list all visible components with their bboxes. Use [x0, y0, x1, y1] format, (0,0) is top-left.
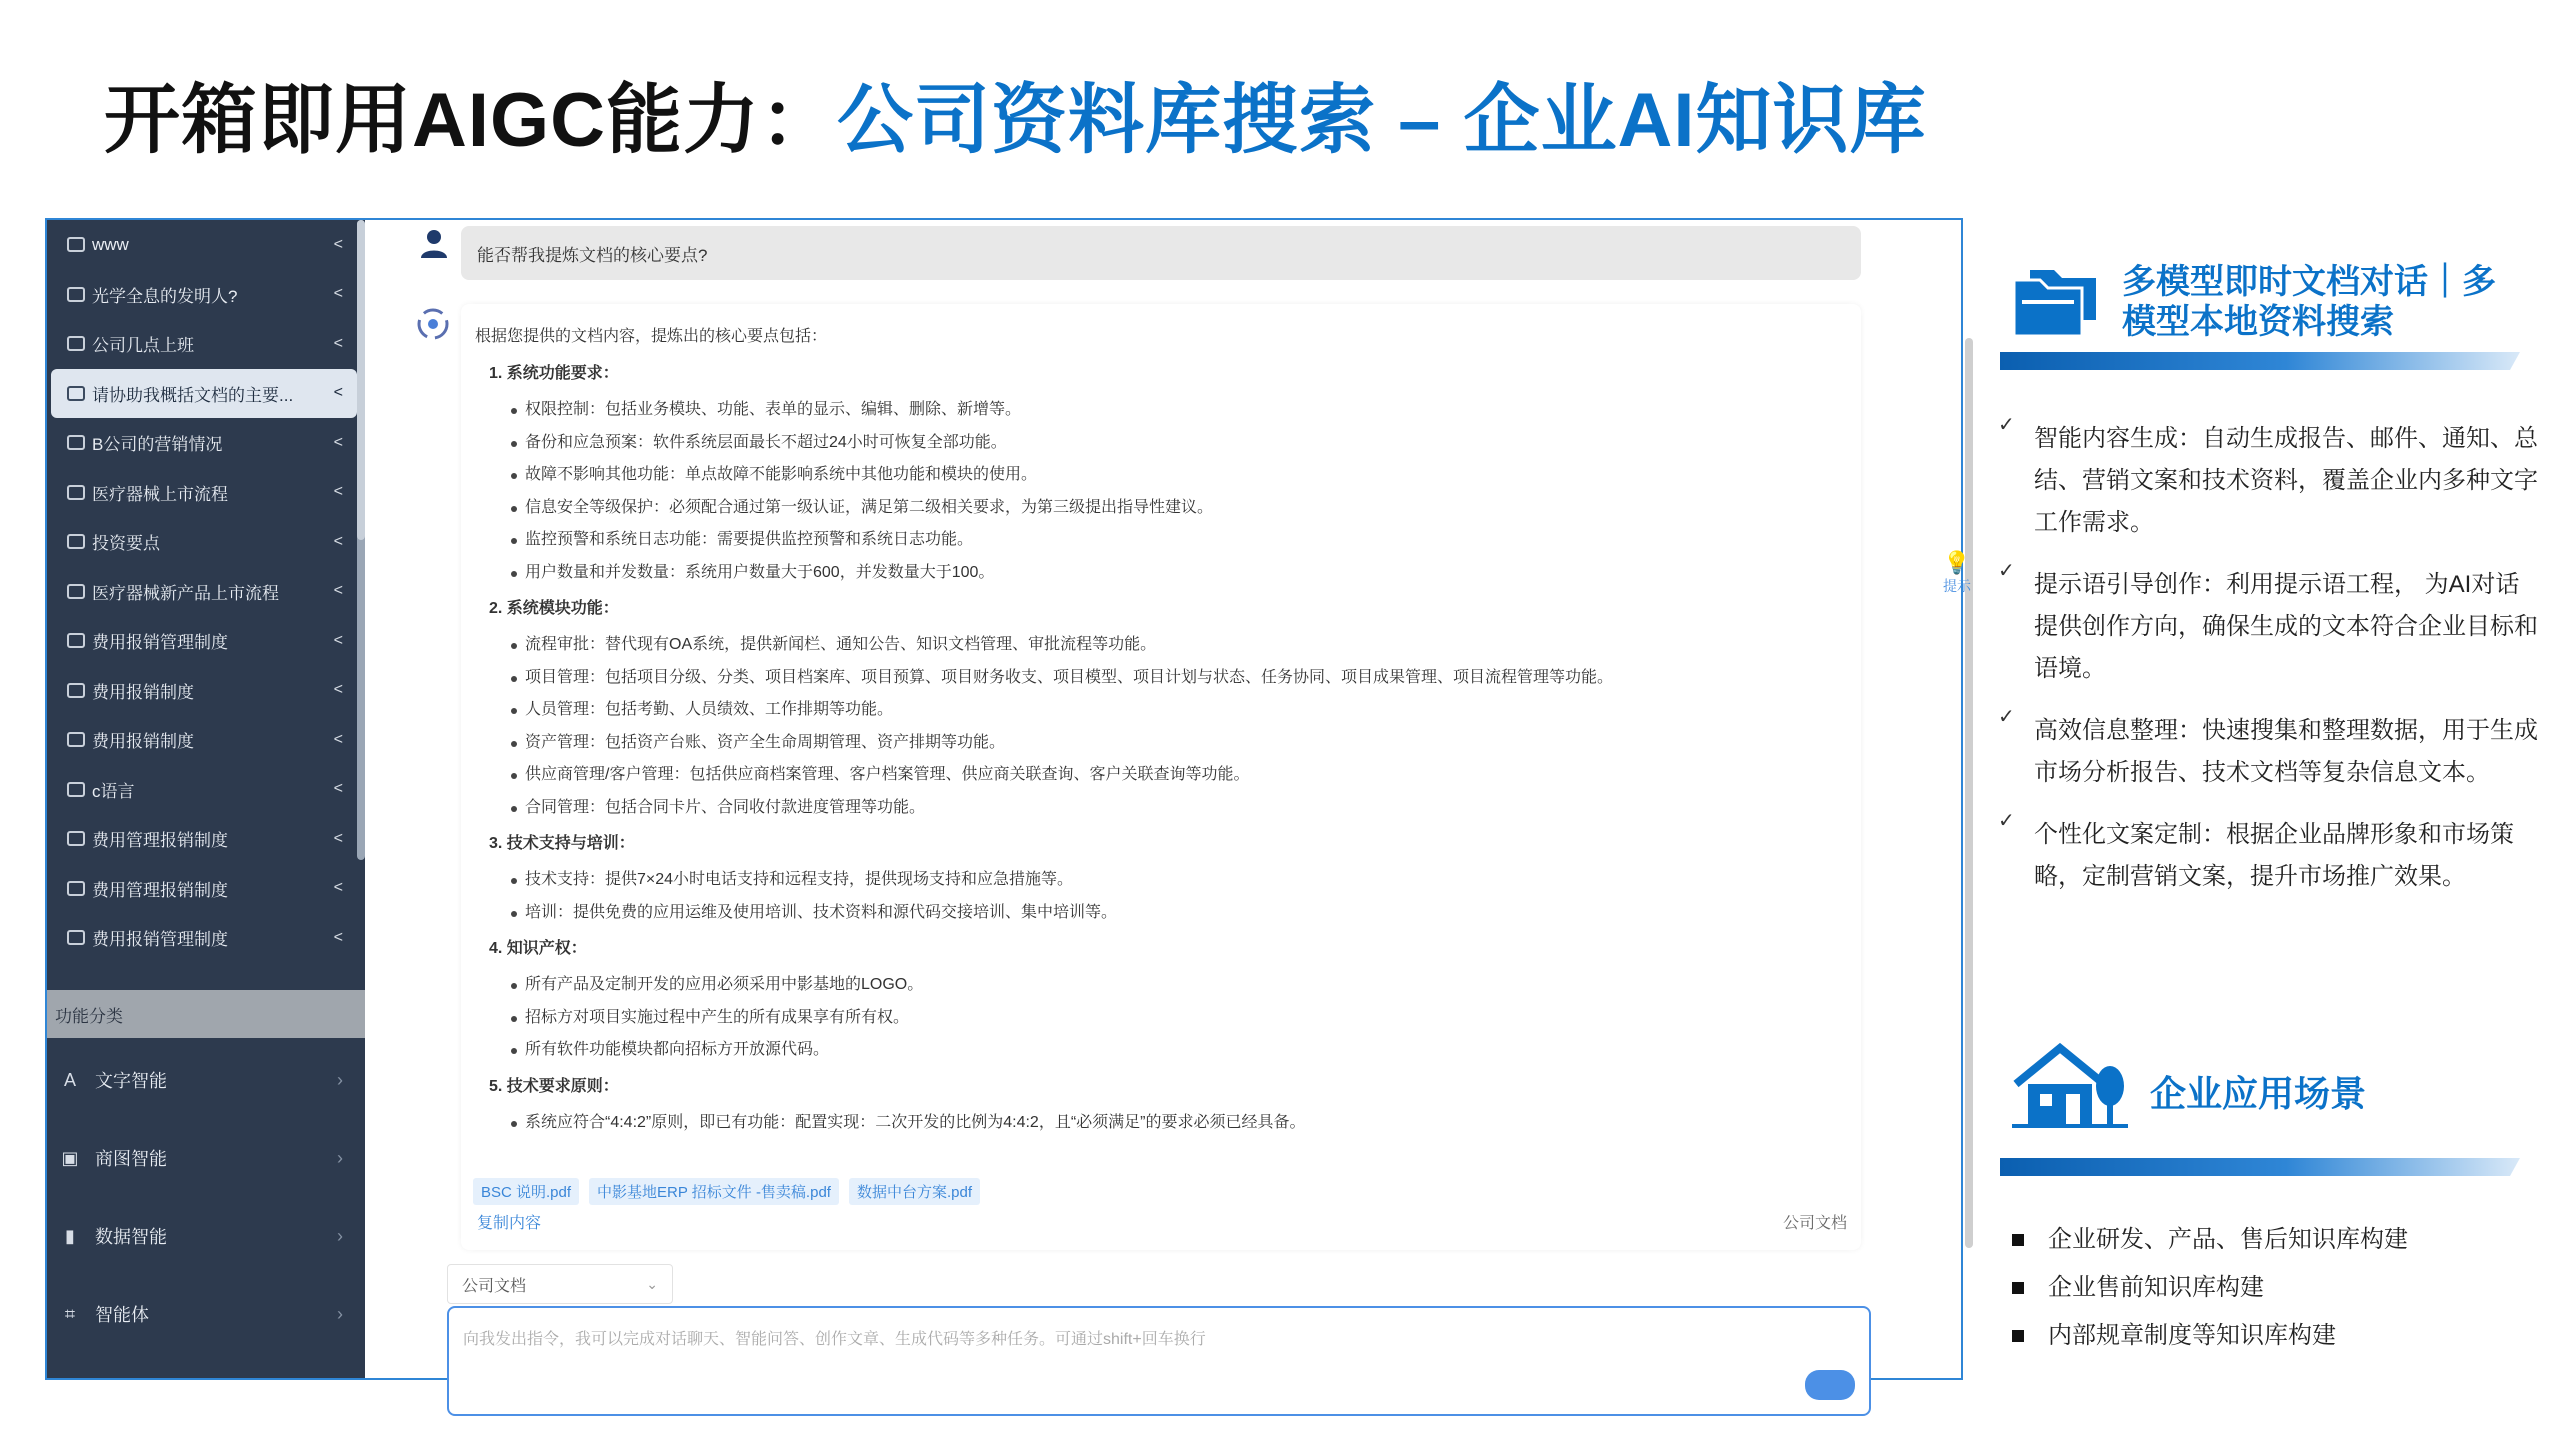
history-item[interactable] [47, 814, 365, 864]
history-item-label: 费用管理报销制度 [92, 880, 228, 900]
answer-bullet: 备份和应急预案：软件系统层面最长不超过24小时可恢复全部功能。 [475, 427, 1847, 460]
share-icon[interactable]: < [333, 879, 343, 897]
agent-icon: ⌗ [64, 1303, 76, 1324]
category-item[interactable] [47, 1050, 365, 1110]
check-icon: ✓ [1998, 560, 2015, 582]
tip-button[interactable] [1935, 550, 1979, 606]
history-item[interactable] [47, 319, 365, 369]
chevron-right-icon: › [337, 1069, 343, 1090]
user-message-bubble: 能否帮我提炼文档的核心要点? [461, 226, 1861, 280]
category-item-label: 文字智能 [95, 1071, 167, 1091]
message-icon [67, 534, 85, 549]
feature-list [1998, 414, 2538, 918]
history-item[interactable] [47, 616, 365, 666]
share-icon[interactable]: < [333, 285, 343, 303]
answer-section-title: 1. 系统功能要求： [489, 365, 619, 382]
history-item-label: 费用管理报销制度 [92, 831, 228, 851]
sidebar-scrollbar-thumb[interactable] [357, 220, 365, 540]
source-chip[interactable]: 数据中台方案.pdf [849, 1178, 980, 1205]
share-icon[interactable]: < [333, 681, 343, 699]
heading-underline [2000, 352, 2520, 370]
history-item-label: www [92, 234, 129, 254]
scene-list [2010, 1216, 2530, 1360]
history-item[interactable] [47, 220, 365, 270]
bot-avatar-icon [415, 306, 451, 342]
check-icon: ✓ [1998, 414, 2015, 436]
history-item[interactable] [47, 666, 365, 716]
chat-scrollbar[interactable] [1965, 338, 1973, 1248]
message-icon [67, 831, 85, 846]
category-item[interactable] [47, 1284, 365, 1344]
knowledge-base-select-value: 公司文档 [462, 1277, 527, 1295]
message-icon [67, 485, 85, 500]
history-item-label: 费用报销管理制度 [92, 633, 228, 653]
send-button[interactable] [1805, 1370, 1855, 1400]
answer-bullet: 所有软件功能模块都向招标方开放源代码。 [475, 1034, 1847, 1067]
answer-bullet: 技术支持：提供7×24小时电话支持和远程支持，提供现场支持和应急措施等。 [475, 864, 1847, 897]
answer-bullet: 权限控制：包括业务模块、功能、表单的显示、编辑、删除、新增等。 [475, 394, 1847, 427]
chevron-right-icon: › [337, 1225, 343, 1246]
share-icon[interactable]: < [333, 384, 343, 402]
message-icon [67, 237, 85, 252]
chat-history-list [47, 220, 365, 980]
slide-title [104, 58, 1927, 168]
feature-text: 高效信息整理：快速搜集和整理数据，用于生成市场分析报告、技术文档等复杂信息文本。 [2034, 717, 2538, 786]
answer-bullet: 所有产品及定制开发的应用必须采用中影基地的LOGO。 [475, 969, 1847, 1002]
message-icon [67, 633, 85, 648]
answer-bullet: 招标方对项目实施过程中产生的所有成果享有所有权。 [475, 1002, 1847, 1035]
right-panel [1998, 240, 2538, 1400]
folder-icon [2010, 264, 2100, 340]
history-item[interactable] [47, 715, 365, 765]
share-icon[interactable]: < [333, 780, 343, 798]
feature-item [1998, 414, 2538, 544]
answer-sections [475, 354, 1847, 1139]
feature-heading [2010, 250, 2530, 350]
share-icon[interactable]: < [333, 582, 343, 600]
history-item[interactable] [47, 468, 365, 518]
chevron-down-icon: ⌄ [646, 1275, 658, 1292]
answer-section-title: 2. 系统模块功能： [489, 600, 619, 617]
history-item[interactable] [47, 913, 365, 963]
share-icon[interactable]: < [333, 433, 343, 451]
message-icon [67, 386, 85, 401]
history-item[interactable] [47, 567, 365, 617]
answer-bullet: 培训：提供免费的应用运维及使用培训、技术资料和源代码交接培训、集中培训等。 [475, 897, 1847, 930]
history-item-label: 费用报销制度 [92, 682, 194, 702]
message-icon [67, 336, 85, 351]
chat-area [365, 220, 1971, 1378]
history-item-label: 公司几点上班 [92, 336, 194, 356]
answer-intro: 根据您提供的文档内容，提炼出的核心要点包括： [475, 328, 828, 345]
history-item[interactable] [47, 418, 365, 468]
chevron-right-icon: › [337, 1147, 343, 1168]
share-icon[interactable]: < [333, 483, 343, 501]
feature-text: 个性化文案定制：根据企业品牌形象和市场策略，定制营销文案，提升市场推广效果。 [2034, 821, 2514, 890]
check-icon: ✓ [1998, 706, 2015, 728]
answer-bullet: 项目管理：包括项目分级、分类、项目档案库、项目预算、项目财务收支、项目模型、项目计划与状态、任务协同、项目成果管理、项目流程管理等功能。 [475, 662, 1847, 695]
slide-title-prefix: 开箱即用AIGC能力： [104, 77, 837, 163]
history-item-label: 请协助我概括文档的主要... [92, 385, 294, 405]
category-item[interactable] [47, 1206, 365, 1266]
bar-chart-icon: ▮ [65, 1225, 75, 1246]
answer-bullet: 合同管理：包括合同卡片、合同收付款进度管理等功能。 [475, 792, 1847, 825]
answer-bullet: 故障不影响其他功能：单点故障不能影响系统中其他功能和模块的使用。 [475, 459, 1847, 492]
message-icon [67, 584, 85, 599]
answer-section-title: 5. 技术要求原则： [489, 1077, 619, 1095]
message-icon [67, 287, 85, 302]
tip-label: 提示 [1943, 578, 1971, 594]
copy-content-link[interactable]: 复制内容 [477, 1215, 542, 1232]
history-item-label: 费用报销制度 [92, 732, 194, 752]
source-chip-list [473, 1178, 980, 1205]
history-item-label: 医疗器械新产品上市流程 [92, 583, 279, 603]
source-label: 公司文档 [1782, 1215, 1847, 1232]
answer-bullet: 监控预警和系统日志功能：需要提供监控预警和系统日志功能。 [475, 524, 1847, 557]
feature-heading-title: 多模型即时文档对话｜多模型本地资料搜索 [2122, 263, 2496, 341]
answer-bullet: 信息安全等级保护：必须配合通过第一级认证，满足第二级相关要求，为第三级提出指导性建议。 [475, 492, 1847, 525]
share-icon[interactable]: < [333, 829, 343, 847]
user-avatar-icon [419, 228, 449, 260]
history-item-label: B公司的营销情况 [92, 435, 223, 455]
scene-item: 企业售前知识库构建 [2010, 1264, 2530, 1312]
scene-heading [2010, 1040, 2530, 1140]
history-item-label: 投资要点 [92, 534, 160, 554]
history-item-label: 光学全息的发明人? [92, 286, 238, 306]
share-icon[interactable]: < [333, 235, 343, 253]
message-icon [67, 683, 85, 698]
heading-underline [2000, 1158, 2520, 1176]
source-chip[interactable]: BSC 说明.pdf [473, 1178, 579, 1205]
app-screenshot [45, 218, 1971, 1380]
share-icon[interactable]: < [333, 730, 343, 748]
source-chip[interactable]: 中影基地ERP 招标文件 -售卖稿.pdf [589, 1178, 839, 1205]
history-item[interactable] [47, 517, 365, 567]
feature-item [1998, 706, 2538, 794]
history-item[interactable] [47, 864, 365, 914]
feature-item [1998, 560, 2538, 690]
share-icon[interactable]: < [333, 532, 343, 550]
sidebar-scrollbar[interactable] [357, 220, 365, 860]
history-item-label: c语言 [92, 781, 135, 801]
answer-bullet: 资产管理：包括资产台账、资产全生命周期管理、资产排期等功能。 [475, 727, 1847, 760]
share-icon[interactable]: < [333, 334, 343, 352]
share-icon[interactable]: < [333, 928, 343, 946]
image-icon: ▣ [61, 1147, 79, 1168]
knowledge-base-select[interactable] [447, 1264, 673, 1304]
scene-item: 内部规章制度等知识库构建 [2010, 1312, 2530, 1360]
history-item-label: 医疗器械上市流程 [92, 484, 228, 504]
answer-bullet: 系统应符合“4:4:2”原则，即已有功能：配置实现：二次开发的比例为4:4:2，且“必须满足”的要求必须已经具备。 [475, 1107, 1847, 1140]
share-icon[interactable]: < [333, 631, 343, 649]
sidebar [47, 220, 365, 1378]
message-icon [67, 435, 85, 450]
history-item[interactable] [51, 369, 357, 419]
text-a-icon: A [63, 1069, 76, 1090]
feature-text: 提示语引导创作：利用提示语工程， 为AI对话提供创作方向，确保生成的文本符合企业目标和语境。 [2034, 571, 2538, 682]
scene-heading-title: 企业应用场景 [2150, 1073, 2367, 1114]
answer-section-title: 3. 技术支持与培训： [489, 835, 635, 852]
scene-item: 企业研发、产品、售后知识库构建 [2010, 1216, 2530, 1264]
answer-bullet: 用户数量和并发数量：系统用户数量大于600，并发数量大于100。 [475, 557, 1847, 590]
message-icon [67, 732, 85, 747]
slide-title-highlight: 公司资料库搜索 – 企业AI知识库 [837, 77, 1927, 163]
assistant-answer-card [461, 304, 1861, 1250]
check-icon: ✓ [1998, 810, 2015, 832]
category-item-label: 数据智能 [95, 1227, 167, 1247]
chevron-right-icon: › [337, 1303, 343, 1324]
history-item[interactable] [47, 765, 365, 815]
feature-text: 智能内容生成：自动生成报告、邮件、通知、总结、营销文案和技术资料，覆盖企业内多种文字工作需求。 [2034, 425, 2538, 536]
category-item[interactable] [47, 1128, 365, 1188]
message-icon [67, 881, 85, 896]
answer-bullet: 供应商管理/客户管理：包括供应商档案管理、客户档案管理、供应商关联查询、客户关联查询等功能。 [475, 759, 1847, 792]
category-item-label: 商图智能 [95, 1149, 167, 1169]
history-item-label: 费用报销管理制度 [92, 930, 228, 950]
category-header: 功能分类 [47, 990, 365, 1038]
prompt-input[interactable] [447, 1306, 1871, 1416]
answer-bullet: 流程审批：替代现有OA系统，提供新闻栏、通知公告、知识文档管理、审批流程等功能。 [475, 629, 1847, 662]
message-icon [67, 930, 85, 945]
answer-bullet: 人员管理：包括考勤、人员绩效、工作排期等功能。 [475, 694, 1847, 727]
feature-item [1998, 810, 2538, 898]
lightbulb-icon: 💡 [1943, 550, 1971, 575]
message-icon [67, 782, 85, 797]
answer-section-title: 4. 知识产权： [489, 940, 587, 957]
house-icon [2010, 1040, 2130, 1132]
category-item-label: 智能体 [95, 1305, 149, 1325]
history-item[interactable] [47, 270, 365, 320]
